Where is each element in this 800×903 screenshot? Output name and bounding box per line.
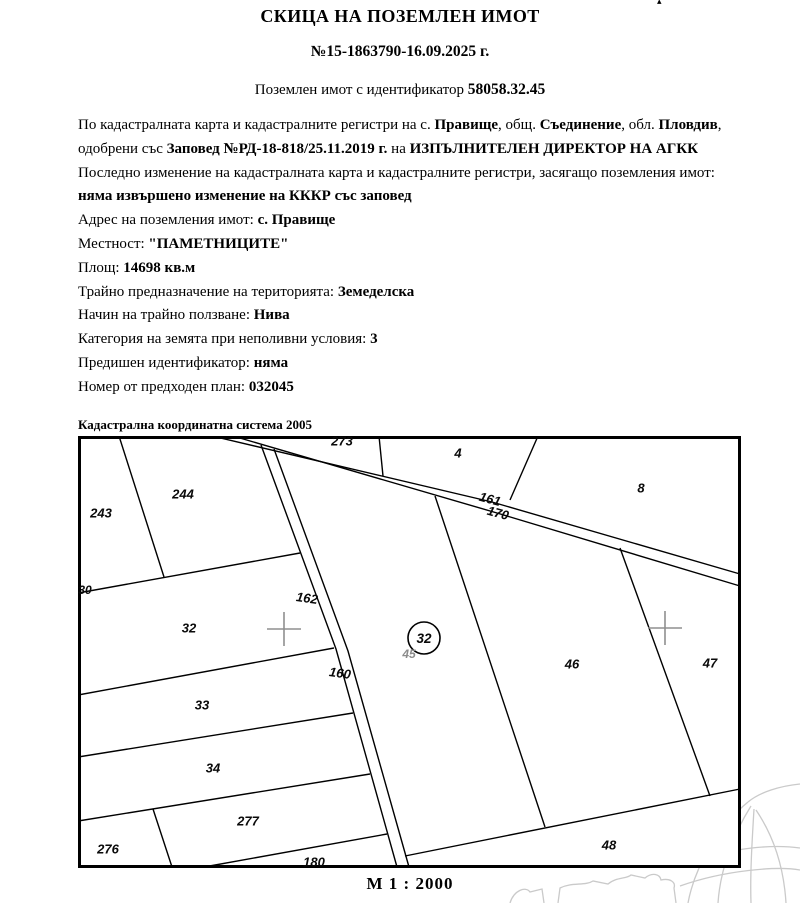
info-paragraph (78, 233, 730, 257)
document-number: №15-1863790-16.09.2025 г. (310, 43, 490, 60)
parcel-label-34: 34 (205, 760, 221, 776)
map-scale-label: М 1 : 2000 (366, 874, 454, 893)
info-paragraph (78, 162, 730, 210)
info-label: Адрес на поземления имот: (78, 212, 258, 229)
info-label: Площ: (78, 259, 124, 276)
parcel-label-160: 160 (328, 664, 352, 682)
parcel-label-46: 46 (564, 656, 580, 672)
parcel-label-180: 180 (303, 854, 325, 870)
info-label: Последно изменение на кадастралната карта и кадастралните регистри, засягащо поземления имот: (78, 164, 715, 181)
info-value: Правище (434, 117, 499, 133)
info-paragraph (78, 281, 730, 305)
info-label: , обл. (621, 117, 659, 133)
info-paragraph (78, 304, 730, 328)
info-label: Местност: (78, 235, 149, 252)
info-paragraph (78, 257, 730, 281)
info-paragraph (78, 328, 730, 352)
info-value: ИЗПЪЛНИТЕЛЕН ДИРЕКТОР НА АГКК (409, 140, 699, 157)
info-label: Трайно предназначение на територията: (78, 283, 338, 300)
info-label: Категория на земята при неполивни условия: (78, 331, 371, 348)
parcel-label-4: 4 (454, 445, 462, 461)
info-value: няма (253, 354, 289, 371)
info-value: Нива (253, 307, 290, 324)
parcel-label-45: 45 (402, 647, 416, 661)
info-label: на (387, 140, 410, 157)
parcel-label-244: 244 (172, 486, 194, 502)
parcel-label-276: 276 (97, 841, 119, 857)
info-value: Заповед №РД-18-818/25.11.2019 г. (166, 140, 388, 157)
info-value: Съединение (539, 117, 622, 133)
parcel-label-170: 170 (485, 502, 511, 524)
parcel-label-8: 8 (637, 480, 645, 496)
parcel-label-33: 33 (194, 697, 210, 713)
info-value: 3 (370, 331, 378, 348)
parcel-label-243: 243 (90, 505, 112, 521)
coordinate-system-label: Кадастрална координатна система 2005 (78, 417, 312, 432)
scan-artifact-mark: ▴ (657, 0, 662, 6)
identifier-value: 58058.32.45 (467, 81, 546, 98)
parcel-label-47: 47 (702, 655, 718, 671)
info-label: По кадастралната карта и кадастралните регистри на с. (78, 117, 435, 133)
parcel-label-30: 30 (78, 583, 92, 597)
subject-region-number: 32 (416, 631, 432, 646)
info-value: няма извършено изменение на КККР със заповед (78, 188, 412, 205)
info-paragraph (78, 209, 730, 233)
parcel-label-161: 161 (477, 488, 503, 510)
property-info-block (78, 114, 730, 400)
info-value: 14698 кв.м (123, 259, 196, 276)
cadastral-map (78, 433, 742, 870)
info-label: , одобрени със (78, 117, 722, 157)
parcel-labels-layer (78, 433, 742, 870)
info-value: "ПАМЕТНИЦИТЕ" (148, 235, 289, 252)
info-paragraph (78, 114, 730, 162)
info-label: Начин на трайно ползване: (78, 307, 254, 324)
info-value: Земеделска (337, 283, 415, 300)
identifier-line (0, 81, 800, 99)
info-label: Номер от предходен план: (78, 378, 249, 395)
page-title: СКИЦА НА ПОЗЕМЛЕН ИМОТ (260, 6, 540, 26)
parcel-label-48: 48 (601, 837, 617, 853)
parcel-label-32: 32 (181, 620, 197, 636)
parcel-label-162: 162 (295, 589, 319, 607)
identifier-prefix: Поземлен имот с идентификатор (254, 82, 468, 98)
info-value: 032045 (248, 378, 294, 395)
info-paragraph (78, 376, 730, 400)
info-label: Предишен идентификатор: (78, 354, 254, 371)
info-paragraph (78, 352, 730, 376)
parcel-label-277: 277 (237, 813, 259, 829)
info-value: Пловдив (658, 117, 718, 133)
parcel-label-273: 273 (331, 433, 353, 449)
info-label: , общ. (498, 117, 540, 133)
info-value: с. Правище (257, 212, 336, 229)
